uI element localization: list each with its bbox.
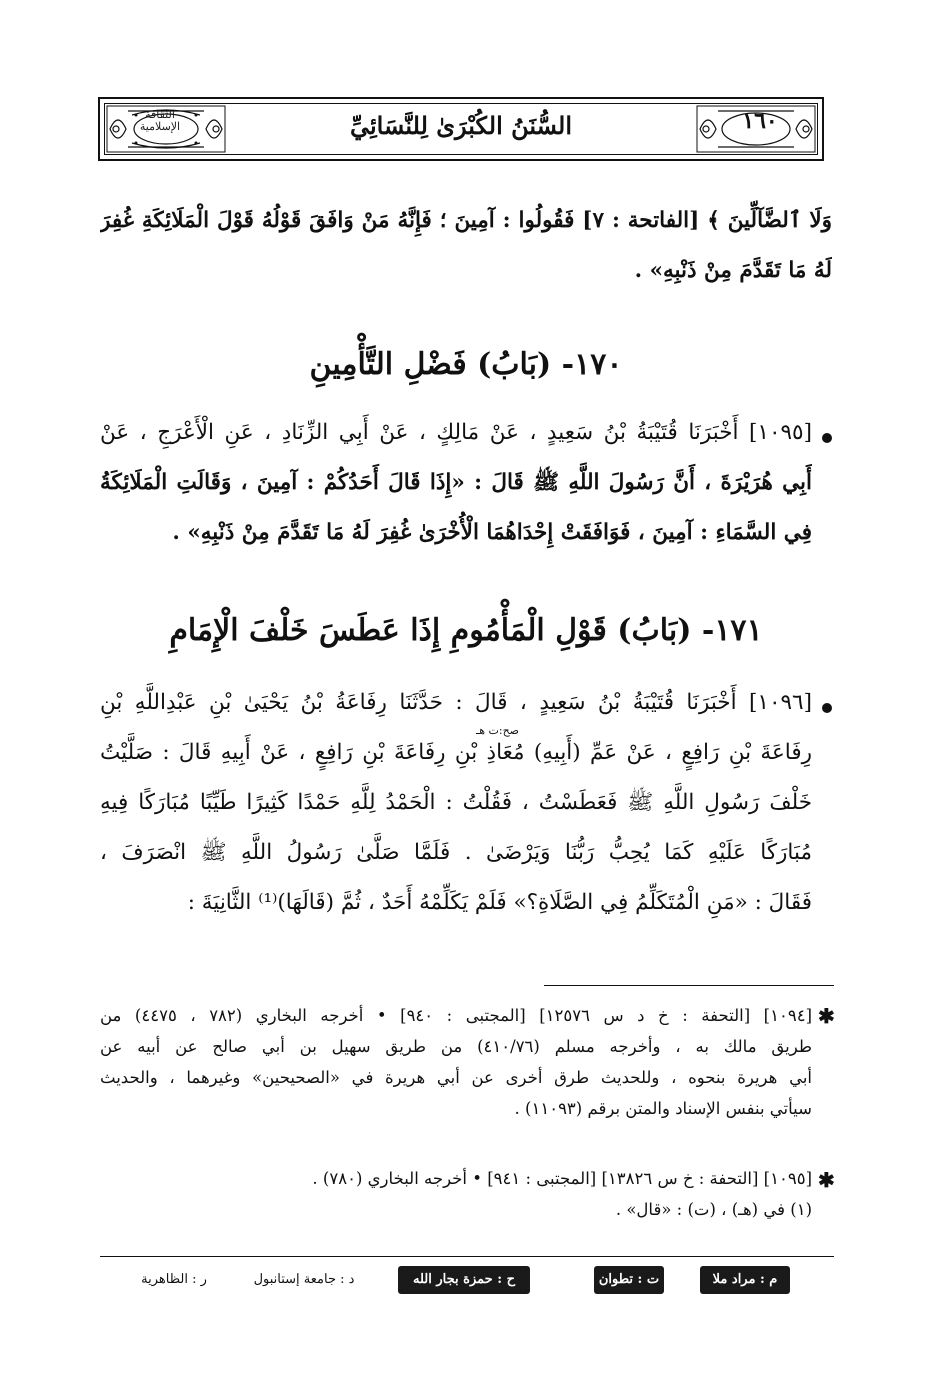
text-line: أَبِي هُرَيْرَةَ ، أَنَّ رَسُولَ اللَّهِ ﷺ قَالَ : «إِذَا قَالَ أَحَدُكُمْ : آمِينَ ، وَقَالَتِ الْمَلَائِكَةُ — [100, 470, 812, 495]
hadith-1096 — [100, 678, 812, 928]
footnote-line: أبي هريرة بنحوه ، وللحديث طرق أخرى عن أبي هريرة في «الصحيحين» وغيرهما ، والحديث — [100, 1068, 812, 1087]
footnote-separator — [544, 985, 834, 986]
hadith-bullet-icon — [822, 433, 832, 443]
siglum-dal: د : جامعة إستانبول — [253, 1272, 355, 1287]
footnote-line: (١) في (هـ) ، (ت) : «قال» . — [615, 1200, 812, 1219]
margin-note: صح:ت هـ — [476, 724, 520, 737]
siglum-ta: ت : تطوان — [594, 1266, 664, 1294]
asterisk-icon: ✱ — [818, 1168, 835, 1192]
footnote-line: طريق مالك به ، وأخرجه مسلم (٤١٠/٧٦) من طريق سهيل بن أبي صالح عن أبيه عن — [100, 1037, 812, 1056]
footnote-1094 — [100, 1000, 812, 1124]
siglum-ha: ح : حمزة بجار الله — [398, 1266, 530, 1294]
chapter-heading-170: ١٧٠- (بَابُ) فَضْلِ التَّأْمِينِ — [309, 347, 623, 382]
sigla-separator — [100, 1256, 834, 1257]
text-line: [١٠٩٦] أَخْبَرَنَا قُتَيْبَةُ بْنُ سَعِيدٍ ، قَالَ : حَدَّثَنَا رِفَاعَةُ بْنُ يَحْيَىٰ بْنِ عَبْدِاللَّهِ بْنِ — [100, 690, 812, 715]
text-line: رِفَاعَةَ بْنِ رَافِعٍ ، عَنْ عَمِّ (أَبِيهِ) مُعَاذِ بْنِ رِفَاعَةَ بْنِ رَافِعٍ ، عَنْ أَبِيهِ قَالَ : صَلَّيْتُ — [100, 740, 812, 765]
siglum-mim: م : مراد ملا — [700, 1266, 790, 1294]
publisher-logo: الثقافة الإسلامية — [139, 108, 181, 133]
variant-note-1 — [100, 1194, 812, 1225]
chapter-heading-171: ١٧١- (بَابُ) قَوْلِ الْمَأْمُومِ إِذَا عَطَسَ خَلْفَ الْإِمَامِ — [169, 613, 763, 648]
hadith-bullet-icon — [822, 703, 832, 713]
text-line: خَلْفَ رَسُولِ اللَّهِ ﷺ فَعَطَسْتُ ، فَقُلْتُ : الْحَمْدُ لِلَّهِ حَمْدًا كَثِيرًا طَيِّبًا مُبَارَكًا فِيهِ — [100, 790, 812, 815]
book-title: السُّنَنُ الكُبْرَىٰ لِلنَّسَائِيِّ — [349, 111, 573, 140]
text-line: وَلَا ٱلضَّآلِّينَ ﴾ [الفاتحة : ٧] فَقُولُوا : آمِينَ ؛ فَإِنَّهُ مَنْ وَافَقَ قَوْلُهُ قَوْلَ الْمَلَائِكَةِ غُفِرَ — [100, 208, 832, 233]
footnote-1095 — [100, 1163, 812, 1194]
text-line: لَهُ مَا تَقَدَّمَ مِنْ ذَنْبِهِ» . — [634, 258, 832, 283]
footnote-line: سيأتي بنفس الإسناد والمتن برقم (١١٠٩٣) . — [514, 1099, 812, 1118]
hadith-1095 — [100, 408, 812, 558]
text-line: فَقَالَ : «مَنِ الْمُتَكَلِّمُ فِي الصَّلَاةِ؟» فَلَمْ يَكَلِّمْهُ أَحَدٌ ، ثُمَّ (قَالَهَا)⁽¹⁾ الثَّانِيَةَ : — [187, 890, 812, 915]
text-line: فِي السَّمَاءِ : آمِينَ ، فَوَافَقَتْ إِحْدَاهُمَا الْأُخْرَىٰ غُفِرَ لَهُ مَا تَقَدَّمَ مِنْ ذَنْبِهِ» . — [172, 520, 812, 545]
siglum-ra: ر : الظاهرية — [141, 1272, 207, 1287]
continuation-text — [100, 196, 832, 296]
footnote-line: [١٠٩٤] [التحفة : خ د س ١٢٥٧٦] [المجتبى : ٩٤٠] • أخرجه البخاري (٧٨٢ ، ٤٤٧٥) من — [100, 1006, 812, 1025]
page-header — [98, 97, 824, 161]
page-number: ١٦٠ — [742, 108, 778, 134]
text-line: [١٠٩٥] أَخْبَرَنَا قُتَيْبَةُ بْنُ سَعِيدٍ ، عَنْ مَالِكٍ ، عَنْ أَبِي الزِّنَادِ ، عَنِ الْأَعْرَجِ ، عَنْ — [100, 420, 812, 445]
footnote-line: [١٠٩٥] [التحفة : خ س ١٣٨٢٦] [المجتبى : ٩٤١] • أخرجه البخاري (٧٨٠) . — [312, 1169, 812, 1188]
asterisk-icon: ✱ — [818, 1004, 835, 1028]
text-line: مُبَارَكًا عَلَيْهِ كَمَا يُحِبُّ رَبُّنَا وَيَرْضَىٰ . فَلَمَّا صَلَّىٰ رَسُولُ اللَّهِ ﷺ انْصَرَفَ ، — [100, 840, 812, 865]
